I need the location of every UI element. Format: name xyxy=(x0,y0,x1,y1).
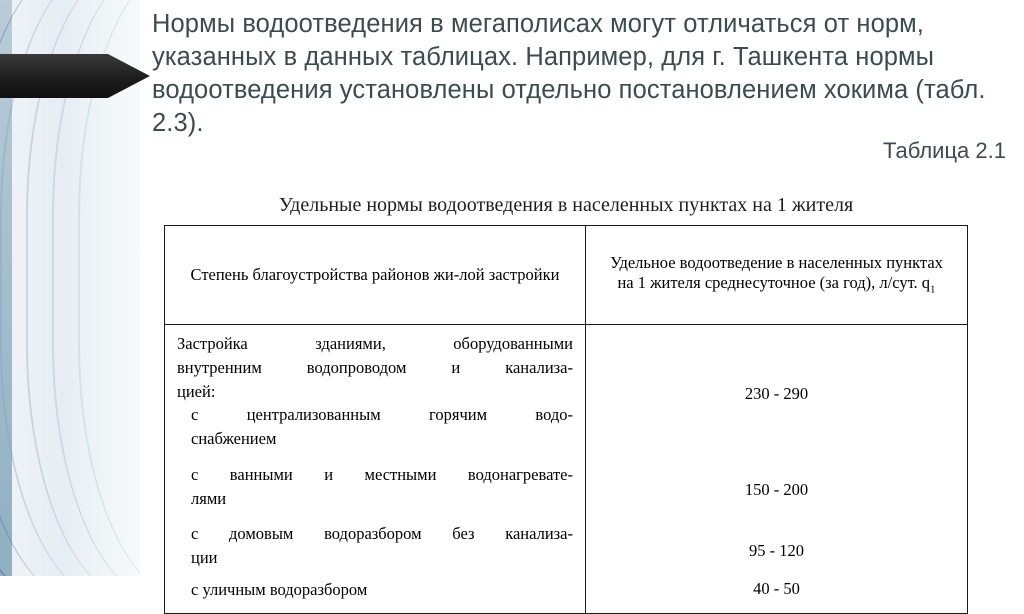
desc-item-2-line-2: лями xyxy=(191,488,227,508)
value-row-1: 230 - 290 xyxy=(744,383,809,403)
table-header-right-text: Удельное водоотведение в населенных пунктах на 1 жителя среднесуточное (за год), л/сут. q xyxy=(610,252,943,293)
table-header-left: Степень благоустройства районов жи-лой застройки xyxy=(165,226,586,325)
table-number-label: Таблица 2.1 xyxy=(883,138,1006,163)
table-header-right-subscript: 1 xyxy=(930,283,936,296)
value-row-2: 150 - 200 xyxy=(744,479,809,499)
desc-item-3-line-2: ции xyxy=(191,548,218,568)
value-row-4: 40 - 50 xyxy=(753,578,800,598)
table-card xyxy=(140,172,992,599)
table-cell-values xyxy=(586,325,968,614)
desc-item-4-line-1: с уличным водоразбором xyxy=(191,579,368,599)
desc-intro-line-1: Застройка зданиями, оборудованными xyxy=(177,334,573,353)
desc-item-1-line-1: с централизованным горячим водо- xyxy=(191,405,573,425)
table-header-row xyxy=(165,226,968,325)
desc-item-2-line-1: с ванными и местными водонагревате- xyxy=(191,464,573,484)
desc-intro-line-3: цией: xyxy=(177,381,216,401)
value-row-3: 95 - 120 xyxy=(749,540,804,560)
slide-heading: Нормы водоотведения в мегаполисах могут отличаться от норм, указанных в данных таблицах. Например, для г. Ташкента нормы водоотведения установлены отдельно постановлением хокима (табл. 2.3). xyxy=(152,10,986,138)
desc-item-1-line-2: снабжением xyxy=(191,429,277,449)
desc-intro-line-2: внутренним водопроводом и канализа- xyxy=(177,357,573,377)
desc-item-3-line-1: с домовым водоразбором без канализа- xyxy=(191,524,573,544)
table-title: Удельные нормы водоотведения в населенных пунктах на 1 жителя xyxy=(278,194,854,216)
table-header-right xyxy=(586,226,968,325)
table-cell-descriptions xyxy=(165,325,586,614)
table-row xyxy=(165,325,968,614)
norms-table xyxy=(164,225,968,614)
